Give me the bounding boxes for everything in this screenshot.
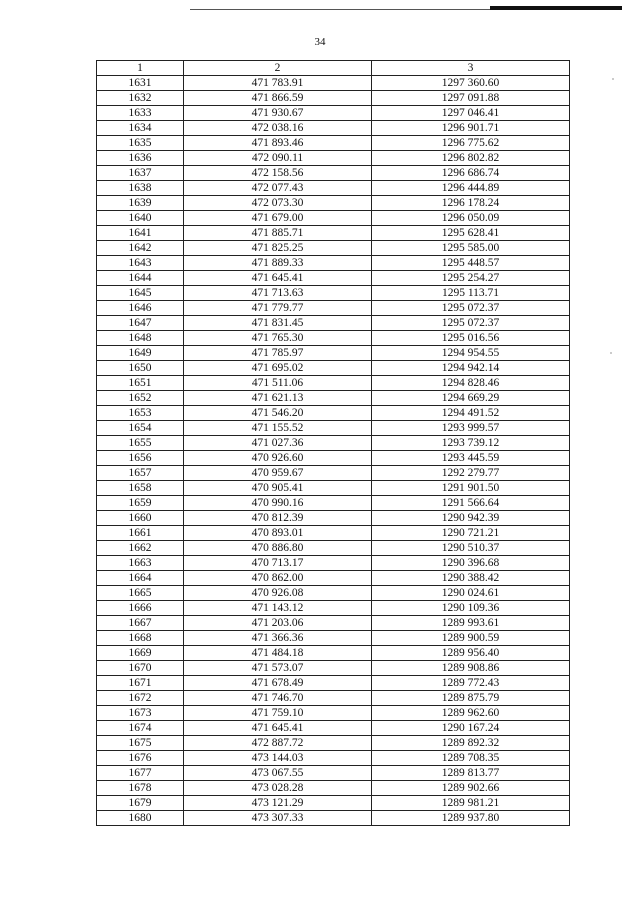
point-number-cell: 1639 xyxy=(97,196,184,211)
table-row xyxy=(97,571,570,586)
x-coordinate-cell: 473 121.29 xyxy=(184,796,372,811)
point-number-cell: 1645 xyxy=(97,286,184,301)
table-row xyxy=(97,586,570,601)
x-coordinate-cell: 470 926.08 xyxy=(184,586,372,601)
y-coordinate-cell: 1289 772.43 xyxy=(372,676,570,691)
point-number-cell: 1666 xyxy=(97,601,184,616)
y-coordinate-cell: 1294 954.55 xyxy=(372,346,570,361)
x-coordinate-cell: 471 573.07 xyxy=(184,661,372,676)
point-number-cell: 1672 xyxy=(97,691,184,706)
x-coordinate-cell: 471 825.25 xyxy=(184,241,372,256)
point-number-cell: 1638 xyxy=(97,181,184,196)
point-number-cell: 1632 xyxy=(97,91,184,106)
y-coordinate-cell: 1289 956.40 xyxy=(372,646,570,661)
table-row xyxy=(97,616,570,631)
x-coordinate-cell: 471 679.00 xyxy=(184,211,372,226)
point-number-cell: 1654 xyxy=(97,421,184,436)
x-coordinate-cell: 471 746.70 xyxy=(184,691,372,706)
y-coordinate-cell: 1289 708.35 xyxy=(372,751,570,766)
table-row xyxy=(97,676,570,691)
y-coordinate-cell: 1294 828.46 xyxy=(372,376,570,391)
point-number-cell: 1667 xyxy=(97,616,184,631)
table-row xyxy=(97,196,570,211)
x-coordinate-cell: 471 889.33 xyxy=(184,256,372,271)
point-number-cell: 1678 xyxy=(97,781,184,796)
y-coordinate-cell: 1293 999.57 xyxy=(372,421,570,436)
point-number-cell: 1633 xyxy=(97,106,184,121)
point-number-cell: 1651 xyxy=(97,376,184,391)
x-coordinate-cell: 471 831.45 xyxy=(184,316,372,331)
y-coordinate-cell: 1294 491.52 xyxy=(372,406,570,421)
x-coordinate-cell: 471 366.36 xyxy=(184,631,372,646)
y-coordinate-cell: 1295 113.71 xyxy=(372,286,570,301)
point-number-cell: 1676 xyxy=(97,751,184,766)
table-row xyxy=(97,301,570,316)
point-number-cell: 1652 xyxy=(97,391,184,406)
y-coordinate-cell: 1296 901.71 xyxy=(372,121,570,136)
table-row xyxy=(97,541,570,556)
table-row xyxy=(97,211,570,226)
scan-speck xyxy=(612,78,614,80)
table-row xyxy=(97,226,570,241)
table-row xyxy=(97,106,570,121)
y-coordinate-cell: 1295 016.56 xyxy=(372,331,570,346)
point-number-cell: 1680 xyxy=(97,811,184,826)
table-row xyxy=(97,91,570,106)
table-row xyxy=(97,151,570,166)
point-number-cell: 1668 xyxy=(97,631,184,646)
x-coordinate-cell: 472 887.72 xyxy=(184,736,372,751)
table-row xyxy=(97,436,570,451)
table-row xyxy=(97,121,570,136)
x-coordinate-cell: 471 621.13 xyxy=(184,391,372,406)
coordinates-table xyxy=(96,60,570,826)
x-coordinate-cell: 471 511.06 xyxy=(184,376,372,391)
x-coordinate-cell: 470 959.67 xyxy=(184,466,372,481)
x-coordinate-cell: 472 077.43 xyxy=(184,181,372,196)
table-row xyxy=(97,391,570,406)
y-coordinate-cell: 1290 024.61 xyxy=(372,586,570,601)
y-coordinate-cell: 1295 254.27 xyxy=(372,271,570,286)
table-row xyxy=(97,481,570,496)
point-number-cell: 1647 xyxy=(97,316,184,331)
point-number-cell: 1657 xyxy=(97,466,184,481)
y-coordinate-cell: 1294 942.14 xyxy=(372,361,570,376)
y-coordinate-cell: 1296 178.24 xyxy=(372,196,570,211)
table-row xyxy=(97,721,570,736)
table-row xyxy=(97,376,570,391)
x-coordinate-cell: 471 893.46 xyxy=(184,136,372,151)
point-number-cell: 1649 xyxy=(97,346,184,361)
y-coordinate-cell: 1296 802.82 xyxy=(372,151,570,166)
point-number-cell: 1644 xyxy=(97,271,184,286)
x-coordinate-cell: 471 785.97 xyxy=(184,346,372,361)
table-row xyxy=(97,361,570,376)
y-coordinate-cell: 1291 566.64 xyxy=(372,496,570,511)
y-coordinate-cell: 1289 813.77 xyxy=(372,766,570,781)
point-number-cell: 1648 xyxy=(97,331,184,346)
point-number-cell: 1662 xyxy=(97,541,184,556)
x-coordinate-cell: 471 546.20 xyxy=(184,406,372,421)
table-row xyxy=(97,256,570,271)
x-coordinate-cell: 473 144.03 xyxy=(184,751,372,766)
x-coordinate-cell: 471 484.18 xyxy=(184,646,372,661)
table-row xyxy=(97,766,570,781)
y-coordinate-cell: 1294 669.29 xyxy=(372,391,570,406)
y-coordinate-cell: 1290 109.36 xyxy=(372,601,570,616)
table-row xyxy=(97,496,570,511)
table-row xyxy=(97,706,570,721)
y-coordinate-cell: 1290 396.68 xyxy=(372,556,570,571)
y-coordinate-cell: 1295 628.41 xyxy=(372,226,570,241)
x-coordinate-cell: 471 885.71 xyxy=(184,226,372,241)
point-number-cell: 1635 xyxy=(97,136,184,151)
x-coordinate-cell: 471 155.52 xyxy=(184,421,372,436)
column-header: 3 xyxy=(372,61,570,76)
y-coordinate-cell: 1289 908.86 xyxy=(372,661,570,676)
y-coordinate-cell: 1296 775.62 xyxy=(372,136,570,151)
table-row xyxy=(97,181,570,196)
point-number-cell: 1660 xyxy=(97,511,184,526)
table-row xyxy=(97,271,570,286)
table-row xyxy=(97,751,570,766)
y-coordinate-cell: 1290 388.42 xyxy=(372,571,570,586)
table-row xyxy=(97,556,570,571)
point-number-cell: 1631 xyxy=(97,76,184,91)
y-coordinate-cell: 1290 510.37 xyxy=(372,541,570,556)
point-number-cell: 1656 xyxy=(97,451,184,466)
point-number-cell: 1664 xyxy=(97,571,184,586)
x-coordinate-cell: 470 926.60 xyxy=(184,451,372,466)
point-number-cell: 1659 xyxy=(97,496,184,511)
table-row xyxy=(97,811,570,826)
column-header: 2 xyxy=(184,61,372,76)
table-row xyxy=(97,691,570,706)
point-number-cell: 1669 xyxy=(97,646,184,661)
y-coordinate-cell: 1290 721.21 xyxy=(372,526,570,541)
scan-speck xyxy=(610,352,612,354)
x-coordinate-cell: 471 866.59 xyxy=(184,91,372,106)
x-coordinate-cell: 471 645.41 xyxy=(184,271,372,286)
table-header-row xyxy=(97,61,570,76)
y-coordinate-cell: 1295 448.57 xyxy=(372,256,570,271)
x-coordinate-cell: 471 678.49 xyxy=(184,676,372,691)
x-coordinate-cell: 470 812.39 xyxy=(184,511,372,526)
x-coordinate-cell: 471 779.77 xyxy=(184,301,372,316)
point-number-cell: 1636 xyxy=(97,151,184,166)
y-coordinate-cell: 1296 050.09 xyxy=(372,211,570,226)
table-row xyxy=(97,331,570,346)
x-coordinate-cell: 470 990.16 xyxy=(184,496,372,511)
top-rule-thick xyxy=(490,6,622,10)
table-row xyxy=(97,646,570,661)
x-coordinate-cell: 470 886.80 xyxy=(184,541,372,556)
point-number-cell: 1671 xyxy=(97,676,184,691)
y-coordinate-cell: 1291 901.50 xyxy=(372,481,570,496)
point-number-cell: 1674 xyxy=(97,721,184,736)
point-number-cell: 1650 xyxy=(97,361,184,376)
point-number-cell: 1637 xyxy=(97,166,184,181)
table-row xyxy=(97,781,570,796)
y-coordinate-cell: 1289 902.66 xyxy=(372,781,570,796)
point-number-cell: 1661 xyxy=(97,526,184,541)
point-number-cell: 1634 xyxy=(97,121,184,136)
point-number-cell: 1646 xyxy=(97,301,184,316)
x-coordinate-cell: 470 713.17 xyxy=(184,556,372,571)
table-row xyxy=(97,526,570,541)
x-coordinate-cell: 471 759.10 xyxy=(184,706,372,721)
y-coordinate-cell: 1292 279.77 xyxy=(372,466,570,481)
y-coordinate-cell: 1293 445.59 xyxy=(372,451,570,466)
table-row xyxy=(97,316,570,331)
x-coordinate-cell: 472 073.30 xyxy=(184,196,372,211)
table-row xyxy=(97,466,570,481)
y-coordinate-cell: 1297 091.88 xyxy=(372,91,570,106)
table-row xyxy=(97,661,570,676)
table-body xyxy=(97,76,570,826)
y-coordinate-cell: 1289 993.61 xyxy=(372,616,570,631)
page-number: 34 xyxy=(314,36,326,48)
table-row xyxy=(97,736,570,751)
table-row xyxy=(97,76,570,91)
x-coordinate-cell: 472 090.11 xyxy=(184,151,372,166)
table-row xyxy=(97,136,570,151)
point-number-cell: 1653 xyxy=(97,406,184,421)
table-row xyxy=(97,406,570,421)
table-row xyxy=(97,451,570,466)
x-coordinate-cell: 471 713.63 xyxy=(184,286,372,301)
x-coordinate-cell: 472 158.56 xyxy=(184,166,372,181)
point-number-cell: 1670 xyxy=(97,661,184,676)
point-number-cell: 1642 xyxy=(97,241,184,256)
point-number-cell: 1640 xyxy=(97,211,184,226)
y-coordinate-cell: 1295 072.37 xyxy=(372,301,570,316)
point-number-cell: 1679 xyxy=(97,796,184,811)
x-coordinate-cell: 471 930.67 xyxy=(184,106,372,121)
x-coordinate-cell: 470 862.00 xyxy=(184,571,372,586)
table-row xyxy=(97,796,570,811)
point-number-cell: 1675 xyxy=(97,736,184,751)
y-coordinate-cell: 1295 585.00 xyxy=(372,241,570,256)
x-coordinate-cell: 471 143.12 xyxy=(184,601,372,616)
table-row xyxy=(97,346,570,361)
x-coordinate-cell: 473 307.33 xyxy=(184,811,372,826)
x-coordinate-cell: 471 203.06 xyxy=(184,616,372,631)
y-coordinate-cell: 1289 875.79 xyxy=(372,691,570,706)
y-coordinate-cell: 1289 962.60 xyxy=(372,706,570,721)
point-number-cell: 1673 xyxy=(97,706,184,721)
x-coordinate-cell: 470 893.01 xyxy=(184,526,372,541)
y-coordinate-cell: 1297 360.60 xyxy=(372,76,570,91)
point-number-cell: 1663 xyxy=(97,556,184,571)
column-header: 1 xyxy=(97,61,184,76)
table-row xyxy=(97,241,570,256)
y-coordinate-cell: 1296 686.74 xyxy=(372,166,570,181)
point-number-cell: 1641 xyxy=(97,226,184,241)
point-number-cell: 1655 xyxy=(97,436,184,451)
y-coordinate-cell: 1289 937.80 xyxy=(372,811,570,826)
table-row xyxy=(97,421,570,436)
y-coordinate-cell: 1289 892.32 xyxy=(372,736,570,751)
table-row xyxy=(97,286,570,301)
x-coordinate-cell: 473 028.28 xyxy=(184,781,372,796)
table-row xyxy=(97,631,570,646)
x-coordinate-cell: 473 067.55 xyxy=(184,766,372,781)
x-coordinate-cell: 471 765.30 xyxy=(184,331,372,346)
table-row xyxy=(97,166,570,181)
y-coordinate-cell: 1289 981.21 xyxy=(372,796,570,811)
table-row xyxy=(97,601,570,616)
y-coordinate-cell: 1289 900.59 xyxy=(372,631,570,646)
x-coordinate-cell: 470 905.41 xyxy=(184,481,372,496)
x-coordinate-cell: 472 038.16 xyxy=(184,121,372,136)
y-coordinate-cell: 1290 167.24 xyxy=(372,721,570,736)
x-coordinate-cell: 471 695.02 xyxy=(184,361,372,376)
point-number-cell: 1665 xyxy=(97,586,184,601)
x-coordinate-cell: 471 645.41 xyxy=(184,721,372,736)
y-coordinate-cell: 1297 046.41 xyxy=(372,106,570,121)
x-coordinate-cell: 471 783.91 xyxy=(184,76,372,91)
y-coordinate-cell: 1296 444.89 xyxy=(372,181,570,196)
y-coordinate-cell: 1295 072.37 xyxy=(372,316,570,331)
x-coordinate-cell: 471 027.36 xyxy=(184,436,372,451)
point-number-cell: 1677 xyxy=(97,766,184,781)
point-number-cell: 1658 xyxy=(97,481,184,496)
point-number-cell: 1643 xyxy=(97,256,184,271)
y-coordinate-cell: 1290 942.39 xyxy=(372,511,570,526)
table-row xyxy=(97,511,570,526)
y-coordinate-cell: 1293 739.12 xyxy=(372,436,570,451)
